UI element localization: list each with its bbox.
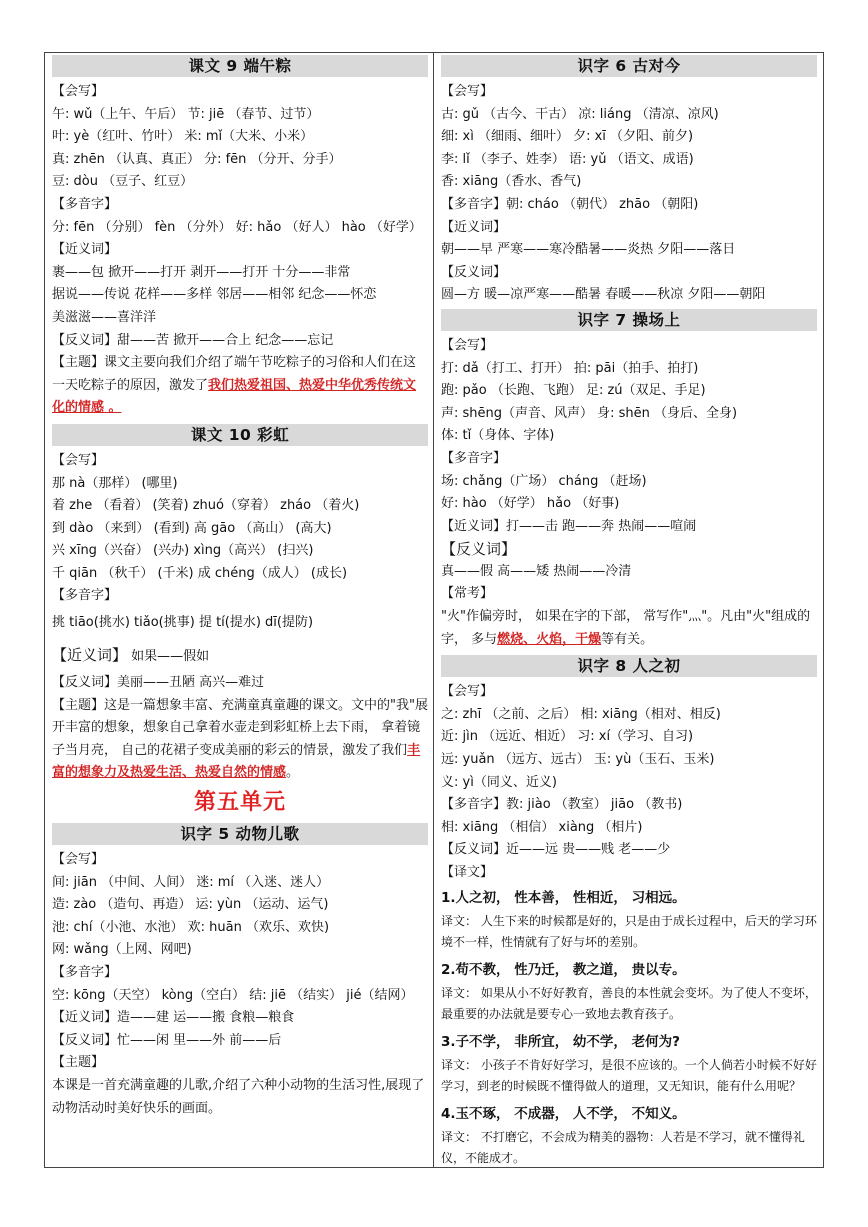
translation-3: 译文： 小孩子不肯好好学习，是很不应该的。一个人倘若小时候不好好学习，到老的时候既不懂得做人的道理，又无知识，能有什么用呢？ <box>441 1057 817 1093</box>
huixie-line: 千 qiān （秋千） (千米) 成 chéng（成人） (成长) <box>52 565 348 581</box>
jinyici-line: 【近义词】造——建 运——搬 食粮—粮食 <box>52 1010 295 1026</box>
duoyinzi-line: 相: xiāng （相信） xiàng （相片) <box>441 819 643 835</box>
theme-paragraph <box>52 695 428 785</box>
theme-end: 。 <box>286 765 300 781</box>
theme-text: 课文主要向我们介绍了端午节吃粽子的习俗和人们在这一天吃粽子的原因，激发了 <box>52 355 417 393</box>
classic-line-3: 3.子不学， 非所宜， 幼不学， 老何为? <box>441 1033 680 1050</box>
theme-text: 这是一篇想象丰富、充满童真童趣的课文。文中的"我"展开丰富的想象，想象自己拿着水壶走到彩虹桥上去下雨， 拿着镜子当月亮， 自己的花裙子变成美丽的彩云的情景，激发了我们 <box>52 697 428 758</box>
worksheet-page <box>44 52 824 1168</box>
jinyici-line: 美滋滋——喜洋洋 <box>52 309 157 325</box>
huixie-line: 到 dào （来到） (看到) 高 gāo （高山） (高大) <box>52 520 332 536</box>
duoyinzi-label: 【多音字】 <box>52 196 118 212</box>
huixie-line: 近: jìn （远近、相近） 习: xí（学习、自习) <box>441 729 694 745</box>
huixie-line: 真: zhēn （认真、真正） 分: fēn （分开、分手） <box>52 151 342 167</box>
jinyici-label: 【近义词】 <box>441 219 507 235</box>
changkao-text: "火"作偏旁时， 如果在字的下部， 常写作"灬"。凡由"火"组成的字， 多与 <box>441 609 811 647</box>
column-divider <box>433 53 434 1167</box>
huixie-line: 之: zhī （之前、之后） 相: xiāng（相对、相反) <box>441 706 721 722</box>
translation-2: 译文： 如果从小不好好教育，善良的本性就会变坏。为了使人不变坏，最重要的办法就是要专心一致地去教育孩子。 <box>441 985 817 1021</box>
changkao-end: 等有关。 <box>601 631 654 647</box>
shizi-8-section <box>441 655 817 1168</box>
huixie-line: 叶: yè（红叶、竹叶） 米: mǐ（大米、小米） <box>52 129 314 145</box>
huixie-label: 【会写】 <box>441 84 494 99</box>
huixie-line: 打: dǎ（打工、打开） 拍: pāi（拍手、拍打) <box>441 360 699 376</box>
shizi-7-section <box>441 309 817 651</box>
shizi-7-title: 识字 7 操场上 <box>441 309 817 331</box>
jinyici-line: 【近义词】打——击 跑——奔 热闹——喧闹 <box>441 518 697 534</box>
classic-line-1: 1.人之初， 性本善， 性相近， 习相远。 <box>441 889 686 906</box>
theme-label: 【主题】 <box>52 1055 105 1071</box>
huixie-label: 【会写】 <box>441 337 494 353</box>
huixie-line: 兴 xīng（兴奋） (兴办) xìng（高兴） (扫兴) <box>52 543 314 559</box>
huixie-line: 豆: dòu （豆子、红豆） <box>52 174 194 190</box>
huixie-line: 那 nà（那样） (哪里) <box>52 475 178 491</box>
fanyici-line: 【反义词】甜——苦 掀开——合上 纪念——忘记 <box>52 332 334 348</box>
shizi-6-title: 识字 6 古对今 <box>441 55 817 77</box>
fanyici-line: 真——假 高——矮 热闹——冷清 <box>441 563 632 579</box>
huixie-line: 细: xì （细雨、细叶） 夕: xī （夕阳、前夕) <box>441 129 694 145</box>
huixie-line: 造: zào （造句、再造） 运: yùn （运动、运气) <box>52 897 329 913</box>
huixie-line: 远: yuǎn （远方、远古） 玉: yù（玉石、玉米) <box>441 752 715 768</box>
classic-line-4: 4.玉不琢， 不成器， 人不学， 不知义。 <box>441 1105 686 1122</box>
huixie-line: 午: wǔ（上午、午后） 节: jiē （春节、过节） <box>52 106 320 122</box>
jinyici-label: 【近义词】 <box>52 242 118 258</box>
fanyici-label: 【反义词】 <box>441 540 517 559</box>
jinyici-line: 裹——包 掀开——打开 剥开——打开 十分——非常 <box>52 264 351 280</box>
theme-highlight: 丰富的想象力及热爱生活、热爱自然的情感 <box>52 742 421 781</box>
translation-1: 译文： 人生下来的时候都是好的，只是由于成长过程中，后天的学习环境不一样，性情就有了好与坏的差别。 <box>441 913 817 949</box>
theme-label: 【主题】 <box>52 697 105 713</box>
huixie-label: 【会写】 <box>52 852 105 868</box>
huixie-line: 古: gǔ （古今、干古） 凉: liáng （清凉、凉风) <box>441 106 719 122</box>
duoyinzi-line: 分: fēn （分别） fèn （分外） 好: hǎo （好人） hào （好学） <box>52 219 422 235</box>
jinyici-text: 如果——假如 <box>131 649 210 665</box>
huixie-label: 【会写】 <box>52 452 105 468</box>
theme-text: 本课是一首充满童趣的儿歌,介绍了六种小动物的生活习性,展现了动物活动时美好快乐的画面。 <box>52 1077 425 1116</box>
duoyinzi-line: 【多音字】朝: cháo （朝代） zhāo （朝阳) <box>441 196 699 212</box>
translation-4: 译文： 不打磨它，不会成为精美的器物：人若是不学习，就不懂得礼仪，不能成才。 <box>441 1129 805 1165</box>
left-column <box>52 53 428 1120</box>
huixie-line: 李: lǐ （李子、姓李） 语: yǔ （语文、成语) <box>441 151 694 167</box>
lesson-9-section <box>52 55 428 420</box>
fanyici-line: 【反义词】忙——闲 里——外 前——后 <box>52 1032 282 1048</box>
duoyinzi-line: 挑 tiāo(挑水) tiǎo(挑事) 提 tí(提水) dī(提防) <box>52 615 314 631</box>
jinyici-line <box>52 638 428 672</box>
yiwen-label: 【译文】 <box>441 865 494 880</box>
changkao-paragraph <box>441 606 817 651</box>
changkao-highlight: 燃烧、火焰，干燥 <box>497 631 602 647</box>
shizi-8-title: 识字 8 人之初 <box>441 655 817 677</box>
theme-label: 【主题】 <box>52 355 105 371</box>
fanyici-line: 圆—方 暖—凉严寒——酷暑 春暖——秋凉 夕阳——朝阳 <box>441 287 766 303</box>
huixie-line: 着 zhe （看着） (笑着) zhuó（穿着） zháo （着火) <box>52 498 360 514</box>
classic-line-2: 2.苟不教， 性乃迁， 教之道， 贵以专。 <box>441 961 686 978</box>
jinyici-label: 【近义词】 <box>52 646 128 665</box>
duoyinzi-label: 【多音字】 <box>52 588 118 604</box>
lesson-9-title: 课文 9 端午粽 <box>52 55 428 77</box>
duoyinzi-line: 好: hào （好学） hǎo （好事) <box>441 496 620 512</box>
right-column <box>441 53 817 1173</box>
changkao-label: 【常考】 <box>441 586 494 602</box>
duoyinzi-line: 【多音字】教: jiào （教室） jiāo （教书) <box>441 797 683 813</box>
jinyici-line: 朝——早 严寒——寒冷酷暑——炎热 夕阳——落日 <box>441 242 736 258</box>
duoyinzi-line: 场: chǎng（广场） cháng （赶场) <box>441 473 647 489</box>
duoyinzi-line: 空: kōng（天空） kòng（空白） 结: jiē （结实） jié（结网） <box>52 987 414 1003</box>
shizi-5-title: 识字 5 动物儿歌 <box>52 823 428 845</box>
unit-5-heading: 第五单元 <box>193 790 286 816</box>
huixie-line: 声: shēng（声音、风声） 身: shēn （身后、全身) <box>441 405 738 421</box>
shizi-5-section <box>52 823 428 1120</box>
huixie-label: 【会写】 <box>52 84 105 99</box>
fanyici-label: 【反义词】 <box>441 264 507 280</box>
huixie-line: 义: yì（同义、近义) <box>441 774 557 790</box>
lesson-10-title: 课文 10 彩虹 <box>52 424 428 446</box>
huixie-line: 体: tǐ（身体、字体) <box>441 428 555 444</box>
shizi-6-section <box>441 55 817 307</box>
huixie-line: 跑: pǎo （长跑、飞跑） 足: zú（双足、手足) <box>441 383 706 399</box>
jinyici-line: 据说——传说 花样——多样 邻居——相邻 纪念——怀恋 <box>52 287 377 303</box>
duoyinzi-label: 【多音字】 <box>441 450 507 466</box>
duoyinzi-label: 【多音字】 <box>52 965 118 980</box>
huixie-line: 间: jiān （中间、人间） 迷: mí （入迷、迷人） <box>52 874 330 890</box>
theme-paragraph <box>52 352 428 420</box>
fanyici-line: 【反义词】美丽——丑陋 高兴—难过 <box>52 675 265 691</box>
huixie-line: 网: wǎng（上网、网吧) <box>52 942 192 958</box>
lesson-10-section <box>52 424 428 785</box>
huixie-line: 池: chí（小池、水池） 欢: huān （欢乐、欢快) <box>52 919 330 935</box>
theme-highlight: 我们热爱祖国、热爱中华优秀传统文化的情感 。 <box>52 377 417 416</box>
fanyici-line: 【反义词】近——远 贵——贱 老——少 <box>441 842 671 858</box>
huixie-line: 香: xiāng（香水、香气) <box>441 174 582 190</box>
huixie-label: 【会写】 <box>441 684 494 700</box>
